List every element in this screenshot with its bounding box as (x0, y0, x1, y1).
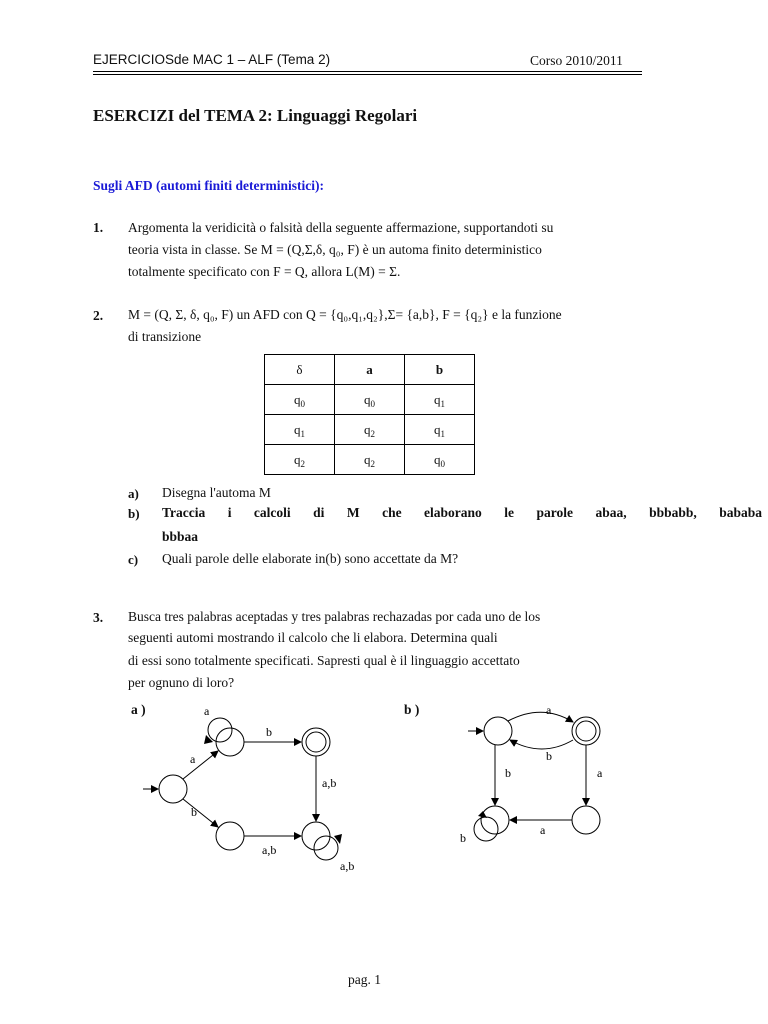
item-b-text: Traccia i calcoli di M che elaborano le parole abaa, bbbabb, bababa (162, 505, 762, 520)
table-cell: $q_0$ (335, 385, 405, 415)
transition (508, 712, 573, 722)
edge-label: a (546, 703, 552, 717)
diagram-a-label: a ) (131, 702, 146, 717)
table-cell: $q_0$ (265, 385, 335, 415)
header-right: Corso 2010/2011 (530, 53, 623, 68)
edge-label: a,b (322, 776, 337, 790)
page-number: pag. 1 (348, 972, 381, 987)
state (572, 806, 600, 834)
exercise-1-line: teoria vista in classe. Se M = (Q,Σ,δ, q₀, F) è un automa finito deterministico (128, 242, 542, 257)
table-cell: $q_2$ (335, 445, 405, 475)
table-cell: $q_2$ (335, 415, 405, 445)
edge-label: b (546, 749, 552, 763)
item-c-text: Quali parole delle elaborate in(b) sono accettate da M? (162, 551, 459, 566)
exercise-2-line1: M = (Q, Σ, δ, q₀, F) un AFD con Q = {q₀,q₁,q₂},Σ= {a,b}, F = {q₂} e la funzione (128, 307, 562, 322)
edge-label: b (460, 831, 466, 845)
edge-label: a (597, 766, 603, 780)
exercise-3-line: per ognuno di loro? (128, 675, 235, 690)
item-b-label: b) (128, 506, 140, 521)
state-start (484, 717, 512, 745)
table-cell: $q_1$ (265, 415, 335, 445)
edge-label: b (191, 805, 197, 819)
exercise-3-number: 3. (93, 610, 104, 625)
table-cell: $q_1$ (405, 385, 475, 415)
table-cell: $q_1$ (405, 415, 475, 445)
table-cell: $q_2$ (265, 445, 335, 475)
edge-label: a (204, 704, 210, 718)
section-title: Sugli AFD (automi finiti deterministici): (93, 178, 324, 193)
table-header-cell: a (335, 355, 405, 385)
edge-label: b (266, 725, 272, 739)
edge-label: b (505, 766, 511, 780)
edge-label: a (190, 752, 196, 766)
item-c-label: c) (128, 552, 139, 567)
table-cell: $q_0$ (405, 445, 475, 475)
exercise-2-line2: di transizione (128, 329, 202, 344)
exercise-3-line: di essi sono totalmente specificati. Sapresti qual è il linguaggio accettato (128, 653, 520, 668)
table-header-cell: δ (265, 355, 335, 385)
exercise-2-number: 2. (93, 308, 104, 323)
item-b-text-cont: bbbaa (162, 529, 199, 544)
edge-label: a,b (262, 843, 277, 857)
exercise-1-line: Argomenta la veridicità o falsità della seguente affermazione, supportandoti su (128, 220, 554, 235)
transition (510, 740, 573, 749)
page-title: ESERCIZI del TEMA 2: Linguaggi Regolari (93, 106, 418, 125)
exercise-3-line: Busca tres palabras aceptadas y tres palabras rechazadas por cada uno de los (128, 609, 541, 624)
edge-label: a (540, 823, 546, 837)
item-a-text: Disegna l'automa M (162, 485, 271, 500)
edge-label: a,b (340, 859, 355, 873)
item-a-label: a) (128, 486, 139, 501)
diagram-b-label: b ) (404, 702, 420, 717)
header-left: EJERCICIOSde MAC 1 – ALF (Tema 2) (93, 52, 331, 67)
state (481, 806, 509, 834)
table-header-cell: b (405, 355, 475, 385)
exercise-1-number: 1. (93, 220, 104, 235)
exercise-1-line: totalmente specificato con F = Q, allora L(M) = Σ. (128, 264, 401, 279)
exercise-3-line: seguenti automi mostrando il calcolo che li elabora. Determina quali (128, 630, 498, 645)
